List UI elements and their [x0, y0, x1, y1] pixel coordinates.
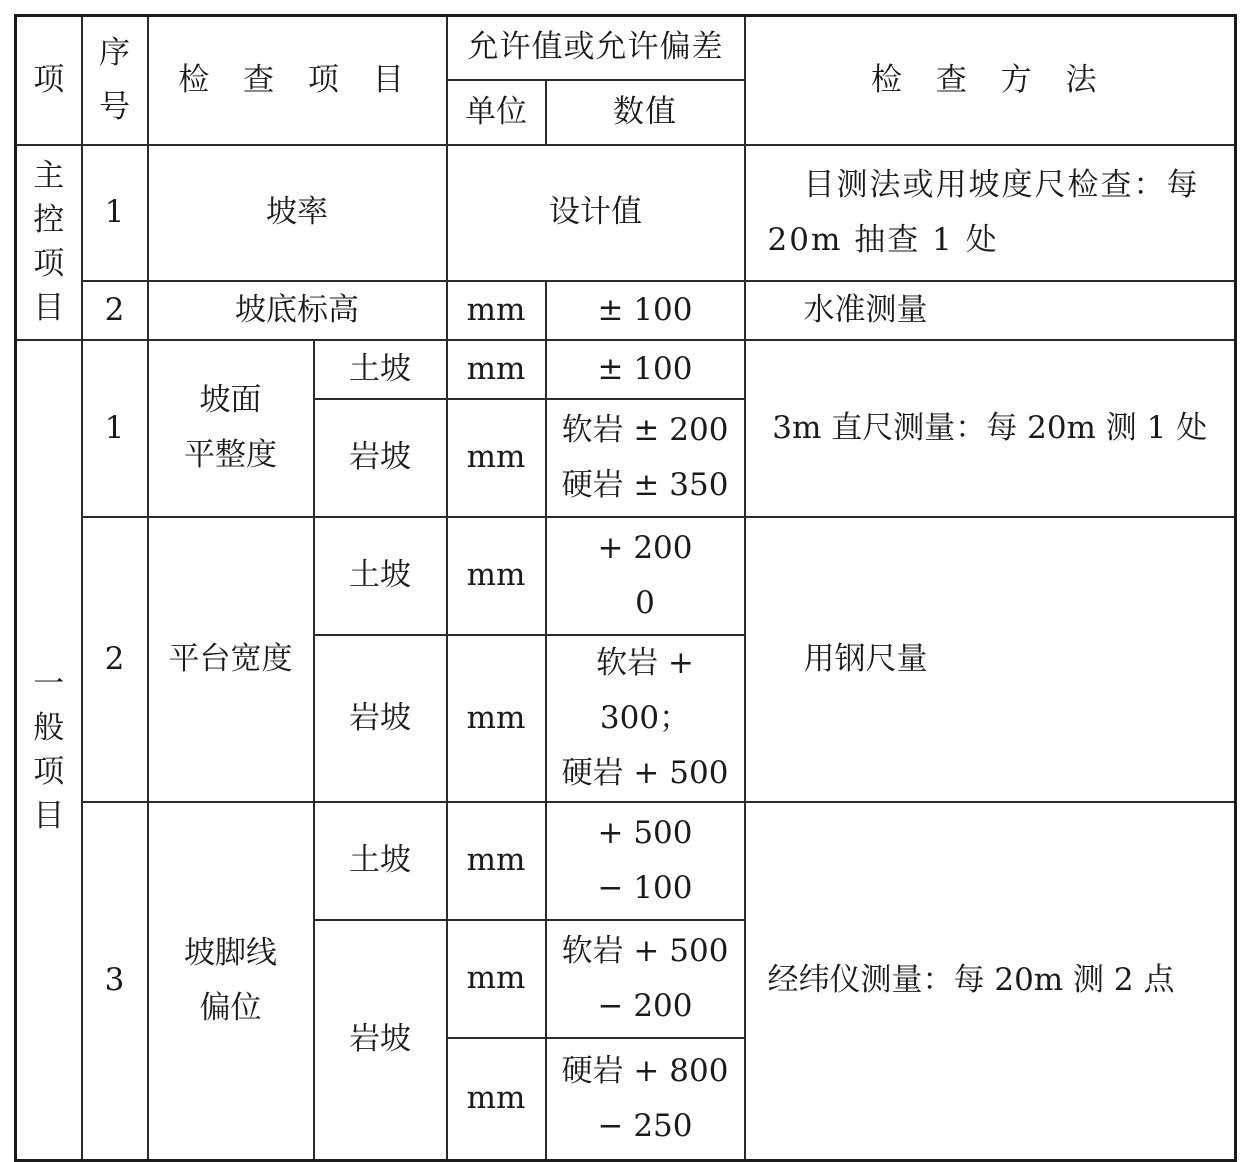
seq-cell: 1: [82, 145, 148, 281]
unit-cell: mm: [447, 1038, 546, 1161]
value-cell: 硬岩 + 800 − 250: [546, 1038, 745, 1161]
value-cell: ± 100: [546, 281, 745, 340]
sub-item-cell: 土坡: [314, 340, 447, 399]
header-row: [16, 16, 1236, 80]
sub-item-cell: 岩坡: [314, 399, 447, 517]
item-cell: 平台宽度: [148, 517, 314, 802]
seq-cell: 1: [82, 340, 148, 517]
item-cell: 坡面 平整度: [148, 340, 314, 517]
category-general: 一般项目: [16, 340, 82, 1161]
item-cell: 坡脚线 偏位: [148, 802, 314, 1161]
header-allowance: 允许值或允许偏差: [447, 16, 745, 80]
method-cell: 经纬仪测量：每 20m 测 2 点: [745, 802, 1236, 1161]
seq-cell: 2: [82, 281, 148, 340]
table-row: [16, 517, 1236, 635]
seq-cell: 2: [82, 517, 148, 802]
sub-item-cell: 岩坡: [314, 635, 447, 802]
method-cell: 水准测量: [745, 281, 1236, 340]
sub-item-cell: 土坡: [314, 802, 447, 920]
header-category: 项: [16, 16, 82, 145]
table-row: [16, 281, 1236, 340]
table-row: [16, 340, 1236, 399]
unit-cell: mm: [447, 340, 546, 399]
item-cell: 坡底标高: [148, 281, 447, 340]
sub-item-cell: 岩坡: [314, 920, 447, 1161]
inspection-table: [14, 14, 1237, 1162]
value-cell: 设计值: [447, 145, 745, 281]
unit-cell: mm: [447, 802, 546, 920]
header-item: 检 查 项 目: [148, 16, 447, 145]
header-value: 数值: [546, 80, 745, 145]
sub-item-cell: 土坡: [314, 517, 447, 635]
unit-cell: mm: [447, 399, 546, 517]
item-cell: 坡率: [148, 145, 447, 281]
table-row: [16, 802, 1236, 920]
method-cell: 用钢尺量: [745, 517, 1236, 802]
header-seq: 序号: [82, 16, 148, 145]
unit-cell: mm: [447, 281, 546, 340]
unit-cell: mm: [447, 635, 546, 802]
seq-cell: 3: [82, 802, 148, 1161]
unit-cell: mm: [447, 920, 546, 1038]
value-cell: 软岩 + 500 − 200: [546, 920, 745, 1038]
method-cell: 3m 直尺测量：每 20m 测 1 处: [745, 340, 1236, 517]
value-cell: + 500 − 100: [546, 802, 745, 920]
value-cell: 软岩 ± 200 硬岩 ± 350: [546, 399, 745, 517]
method-cell: 目测法或用坡度尺检查：每20m 抽查 1 处: [745, 145, 1236, 281]
table-row: [16, 145, 1236, 281]
value-cell: 软岩 + 300； 硬岩 + 500: [546, 635, 745, 802]
header-method: 检 查 方 法: [745, 16, 1236, 145]
unit-cell: mm: [447, 517, 546, 635]
value-cell: + 200 0: [546, 517, 745, 635]
value-cell: ± 100: [546, 340, 745, 399]
header-unit: 单位: [447, 80, 546, 145]
category-main-control: 主控项目: [16, 145, 82, 340]
